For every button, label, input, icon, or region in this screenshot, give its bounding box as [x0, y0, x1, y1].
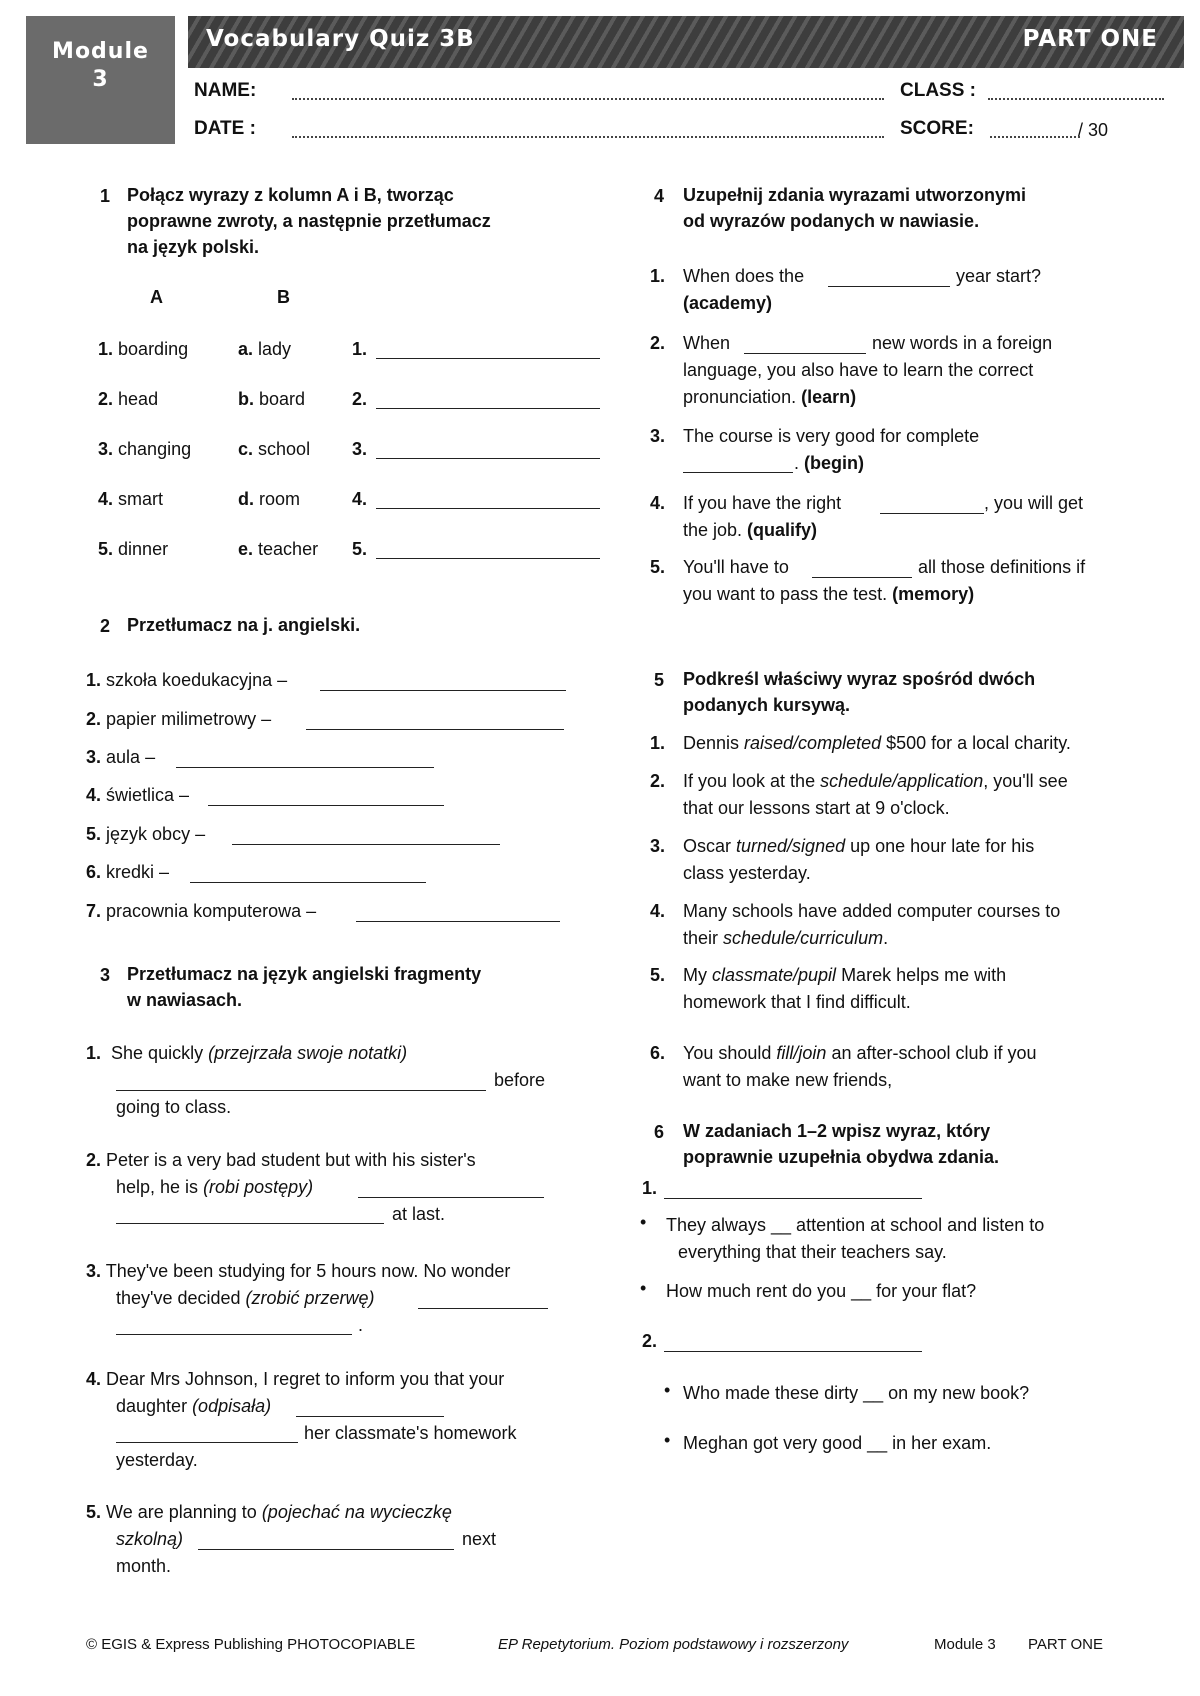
text-fragment: , you will get: [984, 493, 1084, 513]
footer-copyright: © EGIS & Express Publishing PHOTOCOPIABLE: [86, 1636, 416, 1653]
question-number: 5.: [650, 557, 666, 577]
text-fragment: When does the: [683, 266, 805, 286]
text-fragment: Who made these dirty __ on my new book?: [683, 1383, 1030, 1403]
question-number: 2.: [650, 771, 666, 791]
answer-line[interactable]: [116, 1090, 486, 1091]
text-fragment: year start?: [956, 266, 1042, 286]
section-4-title-line: Uzupełnij zdania wyrazami utworzonymi: [683, 185, 1027, 205]
title-bar: [188, 16, 1184, 68]
column-a-header: A: [150, 287, 163, 307]
list-item: 7. pracownia komputerowa –: [86, 901, 317, 921]
section-5-title: [683, 666, 1035, 718]
part-label: PART ONE: [1022, 26, 1158, 52]
question-2: If you look at the schedule/application, you'll see: [683, 771, 1068, 791]
section-3-title-line: w nawiasach.: [127, 990, 243, 1010]
answer-number: 2.: [352, 389, 368, 409]
answer-line[interactable]: [356, 921, 560, 922]
section-3-number: 3: [100, 965, 111, 985]
answer-line[interactable]: [683, 472, 793, 473]
list-item: 5. dinner: [98, 539, 169, 559]
score-label: SCORE:: [900, 118, 974, 139]
answer-line[interactable]: [306, 729, 564, 730]
section-1-title-line: poprawne zwroty, a następnie przetłumacz: [127, 211, 491, 231]
question-number: 2.: [642, 1331, 658, 1351]
section-6-title-line: W zadaniach 1–2 wpisz wyraz, który: [683, 1121, 991, 1141]
question-number: 3.: [650, 426, 666, 446]
answer-line[interactable]: [176, 767, 434, 768]
section-2-title: Przetłumacz na j. angielski.: [127, 615, 361, 635]
question-6: You should fill/join an after-school club if you: [683, 1043, 1037, 1063]
answer-line[interactable]: [320, 690, 566, 691]
text-fragment: yesterday.: [116, 1450, 198, 1470]
option-pair[interactable]: schedule/curriculum: [723, 928, 884, 948]
bullet-icon: •: [664, 1430, 671, 1450]
answer-line[interactable]: [418, 1308, 548, 1309]
text-fragment: The course is very good for complete: [683, 426, 980, 446]
question-1: 1. She quickly (przejrzała swoje notatki): [86, 1043, 408, 1063]
text-fragment: at last.: [392, 1204, 446, 1224]
list-item: 1. szkoła koedukacyjna –: [86, 670, 288, 690]
text-fragment: want to make new friends,: [683, 1070, 893, 1090]
section-4-title: [683, 182, 1026, 234]
answer-number: 5.: [352, 539, 368, 559]
text-fragment: .: [358, 1315, 364, 1335]
list-item: d. room: [238, 489, 301, 509]
text-fragment: If you have the right: [683, 493, 842, 513]
footer-part: PART ONE: [1028, 1636, 1104, 1653]
answer-number: 1.: [352, 339, 368, 359]
section-5-number: 5: [654, 670, 665, 690]
text-fragment: Meghan got very good __ in her exam.: [683, 1433, 992, 1453]
answer-line[interactable]: [208, 805, 444, 806]
question-5: 5. We are planning to (pojechać na wycieczkę: [86, 1502, 452, 1522]
section-1-number: 1: [100, 186, 111, 206]
text-fragment: language, you also have to learn the correct: [683, 360, 1034, 380]
list-item: 4. świetlica –: [86, 785, 190, 805]
question-number: 4.: [650, 901, 666, 921]
date-label: DATE :: [194, 118, 256, 139]
module-word: Module: [52, 39, 149, 64]
question-number: 4.: [650, 493, 666, 513]
bullet-icon: •: [640, 1278, 647, 1298]
text-fragment: daughter (odpisała): [116, 1396, 272, 1416]
date-field[interactable]: [292, 136, 884, 138]
text-fragment: they've decided (zrobić przerwę): [116, 1288, 375, 1308]
bullet-icon: •: [664, 1380, 671, 1400]
list-item: c. school: [238, 439, 311, 459]
section-6-number: 6: [654, 1122, 665, 1142]
module-badge: [26, 16, 175, 144]
option-pair[interactable]: classmate/pupil: [712, 965, 837, 985]
answer-line[interactable]: [376, 358, 600, 359]
answer-line[interactable]: [376, 508, 600, 509]
answer-line[interactable]: [664, 1351, 922, 1352]
text-fragment: her classmate's homework: [304, 1423, 517, 1443]
section-6-title: [683, 1118, 999, 1170]
question-number: 3.: [650, 836, 666, 856]
answer-line[interactable]: [232, 844, 500, 845]
answer-line[interactable]: [812, 577, 912, 578]
answer-line[interactable]: [828, 286, 950, 287]
text-fragment: When: [683, 333, 731, 353]
section-5-title-line: podanych kursywą.: [683, 695, 851, 715]
list-item: 6. kredki –: [86, 862, 170, 882]
section-2-number: 2: [100, 616, 111, 636]
text-fragment: new words in a foreign: [872, 333, 1053, 353]
answer-line[interactable]: [198, 1549, 454, 1550]
text-fragment: szkolną): [116, 1529, 184, 1549]
question-5: My classmate/pupil Marek helps me with: [683, 965, 1007, 985]
text-fragment: They always __ attention at school and listen to: [666, 1215, 1045, 1235]
answer-line[interactable]: [296, 1416, 444, 1417]
text-fragment: before: [494, 1070, 546, 1090]
text-fragment: all those definitions if: [918, 557, 1086, 577]
question-number: 2.: [650, 333, 666, 353]
list-item: 2. papier milimetrowy –: [86, 709, 272, 729]
answer-line[interactable]: [744, 353, 866, 354]
answer-line[interactable]: [376, 558, 600, 559]
text-fragment: you want to pass the test. (memory): [683, 584, 975, 604]
section-6-title-line: poprawnie uzupełnia obydwa zdania.: [683, 1147, 1000, 1167]
section-4-title-line: od wyrazów podanych w nawiasie.: [683, 211, 980, 231]
section-1-title: [127, 182, 491, 260]
text-fragment: How much rent do you __ for your flat?: [666, 1281, 977, 1301]
question-number: 1.: [650, 733, 666, 753]
text-fragment: that our lessons start at 9 o'clock.: [683, 798, 950, 818]
text-fragment: pronunciation. (learn): [683, 387, 857, 407]
question-3: Oscar turned/signed up one hour late for his: [683, 836, 1035, 856]
answer-line[interactable]: [376, 408, 600, 409]
answer-line[interactable]: [116, 1223, 384, 1224]
footer-book: EP Repetytorium. Poziom podstawowy i rozszerzony: [498, 1636, 849, 1653]
text-fragment: going to class.: [116, 1097, 232, 1117]
class-field[interactable]: [988, 98, 1164, 100]
answer-line[interactable]: [358, 1197, 544, 1198]
text-fragment: . (begin): [794, 453, 865, 473]
text-fragment: homework that I find difficult.: [683, 992, 911, 1012]
section-4-number: 4: [654, 186, 665, 206]
text-fragment: their schedule/curriculum.: [683, 928, 889, 948]
list-item: 3. changing: [98, 439, 192, 459]
option-pair[interactable]: turned/signed: [736, 836, 846, 856]
list-item: e. teacher: [238, 539, 319, 559]
module-number: 3: [92, 67, 109, 92]
question-4: 4. Dear Mrs Johnson, I regret to inform you that your: [86, 1369, 505, 1389]
question-number: 5.: [650, 965, 666, 985]
question-3: 3. They've been studying for 5 hours now. No wonder: [86, 1261, 511, 1281]
question-number: 1.: [642, 1178, 658, 1198]
answer-line[interactable]: [190, 882, 426, 883]
name-label: NAME:: [194, 80, 257, 101]
question-4: Many schools have added computer courses to: [683, 901, 1061, 921]
answer-line[interactable]: [116, 1334, 352, 1335]
score-total: / 30: [1078, 120, 1109, 140]
text-fragment: everything that their teachers say.: [678, 1242, 947, 1262]
quiz-title: Vocabulary Quiz 3B: [206, 26, 475, 52]
answer-number: 4.: [352, 489, 368, 509]
section-1-title-line: Połącz wyrazy z kolumn A i B, tworząc: [127, 185, 454, 205]
text-fragment: help, he is (robi postępy): [116, 1177, 314, 1197]
section-3-title-line: Przetłumacz na język angielski fragmenty: [127, 964, 482, 984]
list-item: b. board: [238, 389, 306, 409]
question-number: 6.: [650, 1043, 666, 1063]
question-1: Dennis raised/completed $500 for a local charity.: [683, 733, 1071, 753]
text-fragment: class yesterday.: [683, 863, 811, 883]
text-fragment: the job. (qualify): [683, 520, 818, 540]
option-pair[interactable]: raised/completed: [744, 733, 882, 753]
answer-number: 3.: [352, 439, 368, 459]
section-3-title: [127, 961, 481, 1013]
list-item: 2. head: [98, 389, 159, 409]
question-2: 2. Peter is a very bad student but with his sister's: [86, 1150, 476, 1170]
question-number: 1.: [650, 266, 666, 286]
bullet-icon: •: [640, 1212, 647, 1232]
section-1-title-line: na język polski.: [127, 237, 260, 257]
section-5-title-line: Podkreśl właściwy wyraz spośród dwóch: [683, 669, 1036, 689]
list-item: 1. boarding: [98, 339, 189, 359]
class-label: CLASS :: [900, 80, 976, 101]
answer-line[interactable]: [880, 513, 984, 514]
name-field[interactable]: [292, 98, 884, 100]
text-fragment: month.: [116, 1556, 172, 1576]
list-item: 5. język obcy –: [86, 824, 206, 844]
footer-module: Module 3: [934, 1636, 996, 1653]
option-pair[interactable]: fill/join: [776, 1043, 827, 1063]
prompt-word: (academy): [683, 293, 773, 313]
answer-line[interactable]: [664, 1198, 922, 1199]
answer-line[interactable]: [376, 458, 600, 459]
list-item: 3. aula –: [86, 747, 156, 767]
answer-line[interactable]: [116, 1442, 298, 1443]
column-b-header: B: [277, 287, 290, 307]
text-fragment: next: [462, 1529, 497, 1549]
option-pair[interactable]: schedule/application: [820, 771, 984, 791]
score-field[interactable]: [990, 136, 1080, 138]
list-item: a. lady: [238, 339, 292, 359]
text-fragment: You'll have to: [683, 557, 789, 577]
list-item: 4. smart: [98, 489, 164, 509]
